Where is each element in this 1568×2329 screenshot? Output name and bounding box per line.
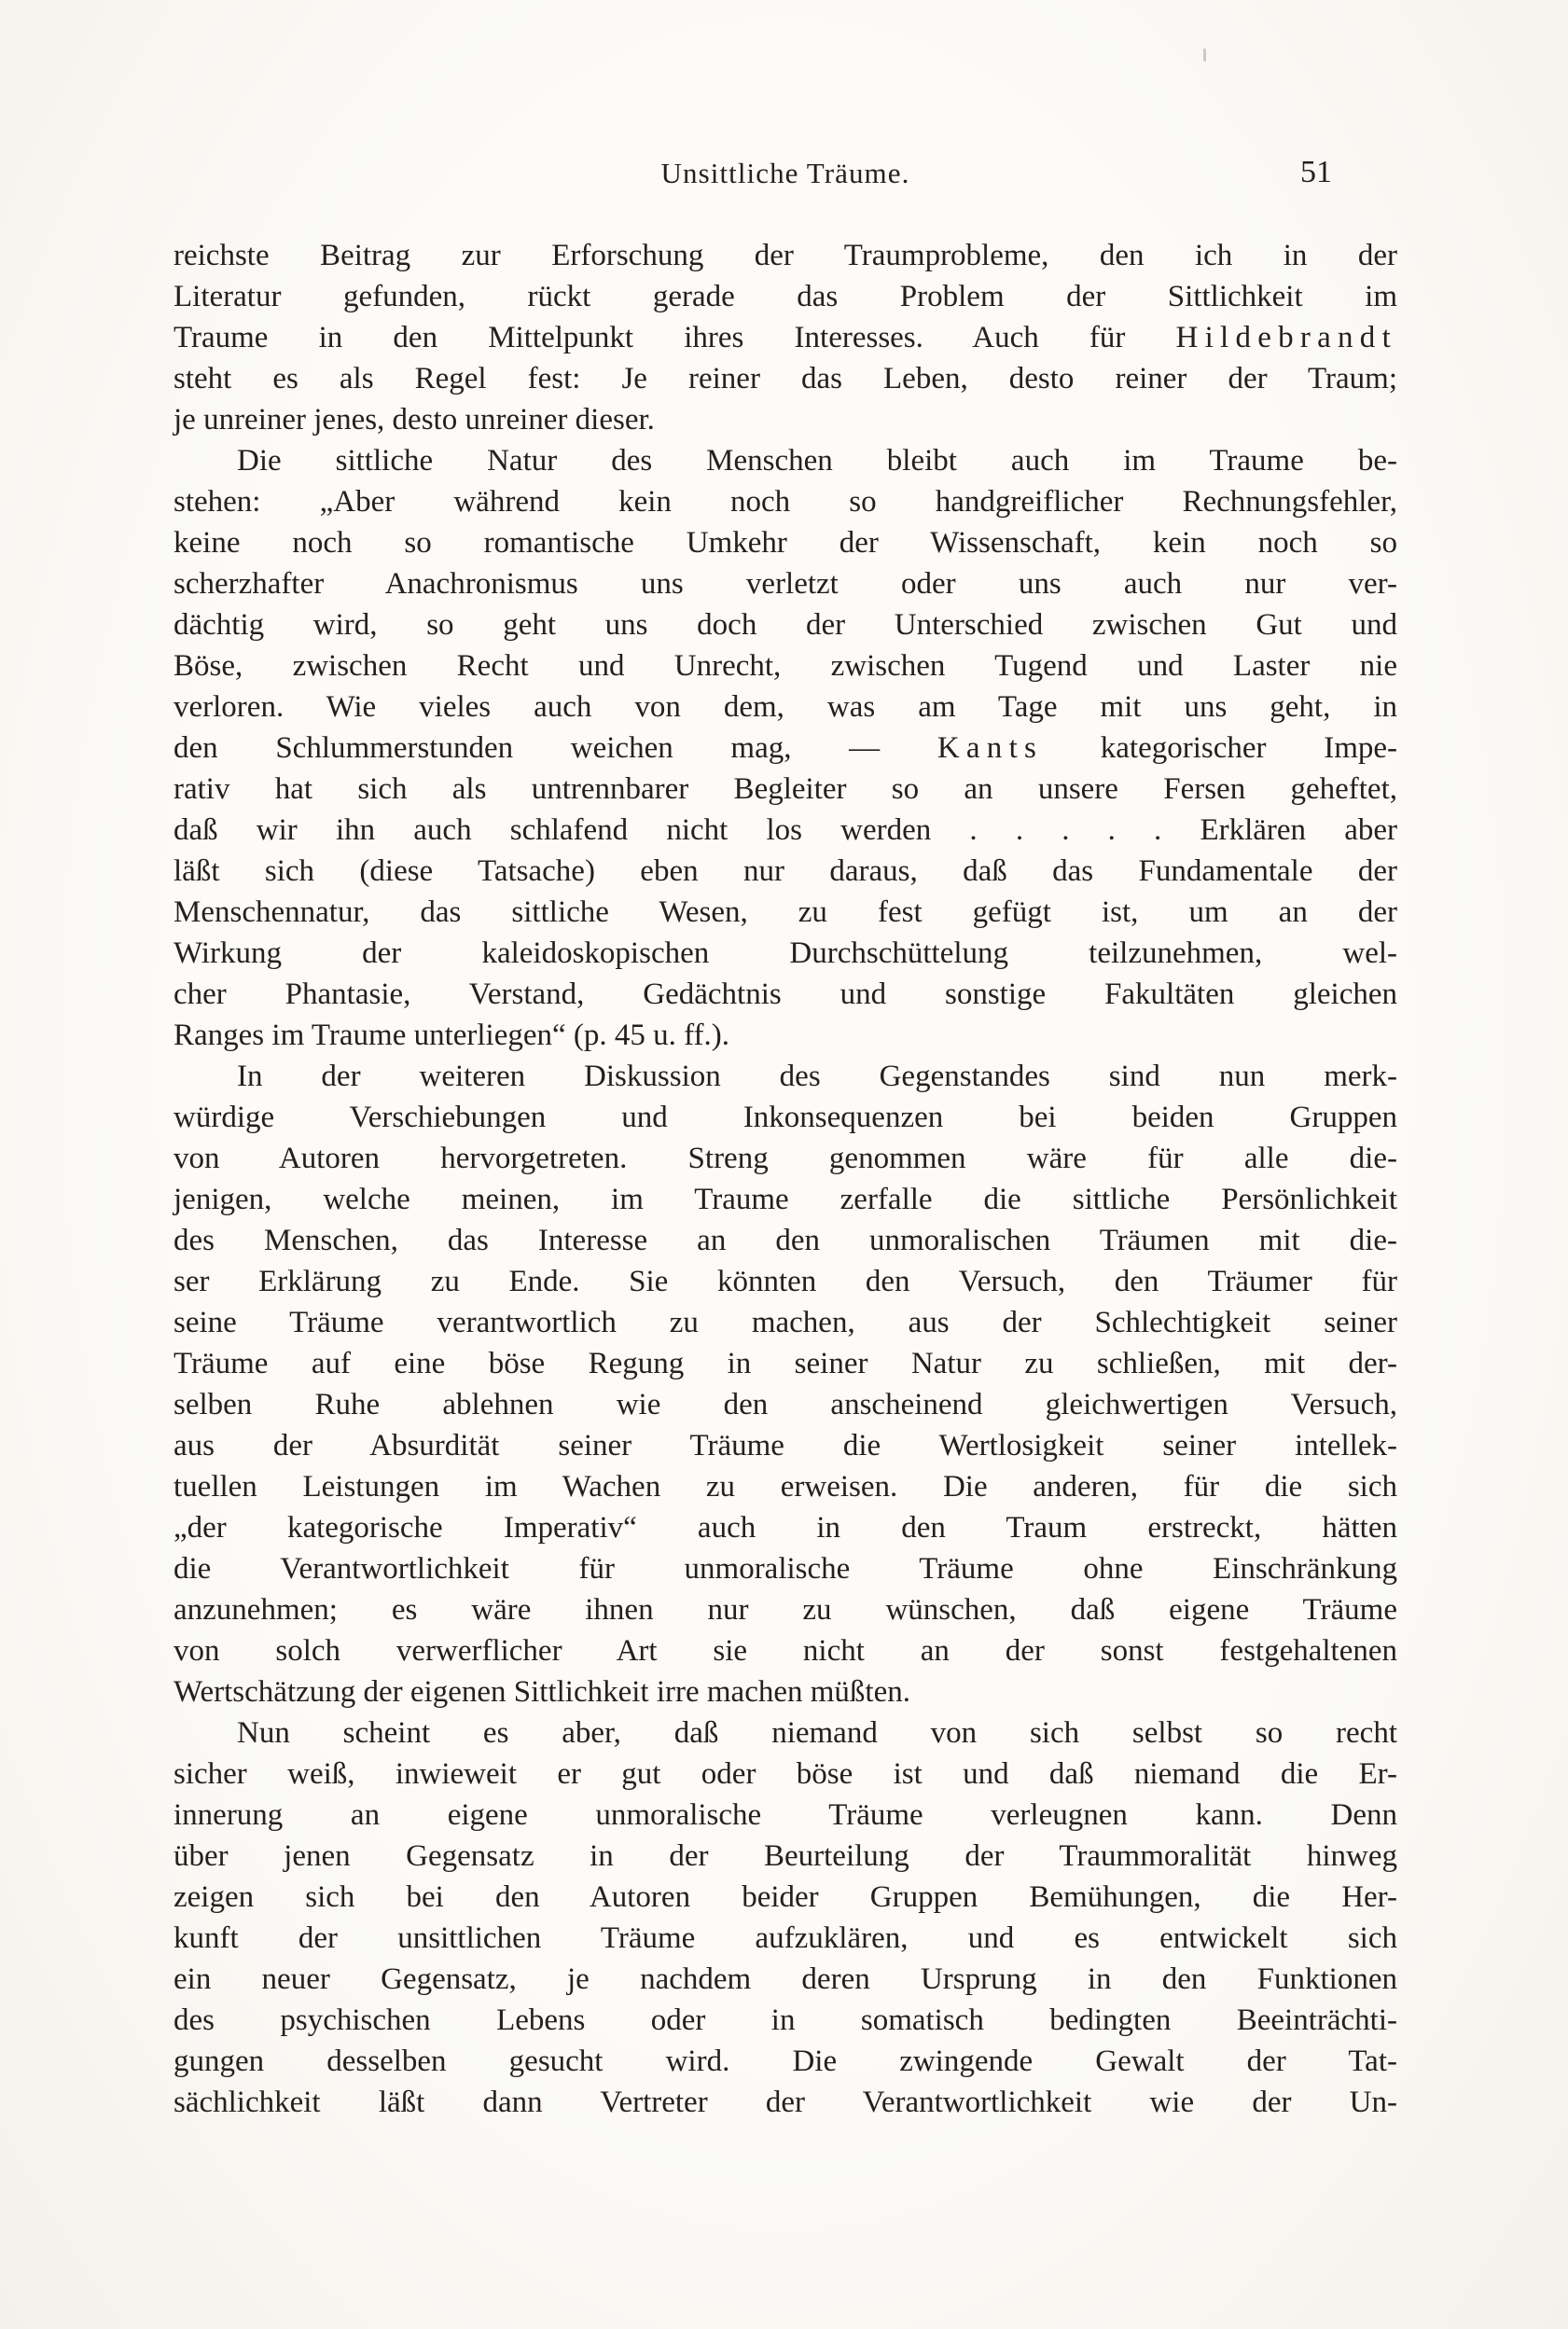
text-line: Traume in den Mittelpunkt ihres Interesses. Auch für Hildebrandt [173,321,1397,354]
text-line: reichste Beitrag zur Erforschung der Traumprobleme, den ich in der [173,239,1397,272]
text-line: daß wir ihn auch schlafend nicht los werden . . . . . Erklären aber [173,813,1397,847]
text-line: rativ hat sich als untrennbarer Begleiter so an unsere Fersen geheftet, [173,772,1397,806]
paragraph [173,235,1397,440]
text-line: jenigen, welche meinen, im Traume zerfalle die sittliche Persönlichkeit [173,1183,1397,1216]
scan-artifact [1203,49,1206,62]
paragraph [173,1712,1397,2123]
text-line: gungen desselben gesucht wird. Die zwingende Gewalt der Tat- [173,2045,1397,2078]
text-line: keine noch so romantische Umkehr der Wissenschaft, kein noch so [173,526,1397,560]
page-header-title: Unsittliche Träume. [660,157,910,189]
text-line: Literatur gefunden, rückt gerade das Problem der Sittlichkeit im [173,280,1397,313]
text-line: sächlichkeit läßt dann Vertreter der Verantwortlichkeit wie der Un- [173,2086,1397,2119]
text-line: seine Träume verantwortlich zu machen, aus der Schlechtigkeit seiner [173,1306,1397,1339]
text-line: von solch verwerflicher Art sie nicht an der sonst festgehaltenen [173,1634,1397,1668]
text-line: von Autoren hervorgetreten. Streng genommen wäre für alle die- [173,1142,1397,1175]
text-line: würdige Verschiebungen und Inkonsequenzen bei beiden Gruppen [173,1101,1397,1134]
text-line: steht es als Regel fest: Je reiner das Leben, desto reiner der Traum; [173,362,1397,395]
text-line: cher Phantasie, Verstand, Gedächtnis und sonstige Fakultäten gleichen [173,977,1397,1011]
text-line: ein neuer Gegensatz, je nachdem deren Ursprung in den Funktionen [173,1962,1397,1996]
text-line: ser Erklärung zu Ende. Sie könnten den Versuch, den Träumer für [173,1265,1397,1298]
text-line: Wirkung der kaleidoskopischen Durchschüttelung teilzunehmen, wel- [173,936,1397,970]
emphasized-text: Hildebrandt [1175,321,1397,354]
text-line: verloren. Wie vieles auch von dem, was am Tage mit uns geht, in [173,690,1397,724]
text-line: die Verantwortlichkeit für unmoralische Träume ohne Einschränkung [173,1552,1397,1586]
text-line: aus der Absurdität seiner Träume die Wertlosigkeit seiner intellek- [173,1429,1397,1463]
text-line: stehen: „Aber während kein noch so handgreiflicher Rechnungsfehler, [173,485,1397,519]
text-line: Träume auf eine böse Regung in seiner Natur zu schließen, mit der- [173,1347,1397,1380]
emphasized-text: Kants [937,731,1044,765]
text-line: dächtig wird, so geht uns doch der Unterschied zwischen Gut und [173,608,1397,642]
text-line: In der weiteren Diskussion des Gegenstandes sind nun merk- [237,1060,1397,1093]
paragraph [173,440,1397,1056]
text-line: läßt sich (diese Tatsache) eben nur daraus, daß das Fundamentale der [173,854,1397,888]
text-line: scherzhafter Anachronismus uns verletzt oder uns auch nur ver- [173,567,1397,601]
text-line: „der kategorische Imperativ“ auch in den Traum erstreckt, hätten [173,1511,1397,1545]
text-line: des psychischen Lebens oder in somatisch bedingten Beeinträchti- [173,2003,1397,2037]
text-line: Ranges im Traume unterliegen“ (p. 45 u. ff.). [173,1019,730,1052]
text-line: des Menschen, das Interesse an den unmoralischen Träumen mit die- [173,1224,1397,1257]
text-line: über jenen Gegensatz in der Beurteilung der Traummoralität hinweg [173,1839,1397,1873]
text-line: tuellen Leistungen im Wachen zu erweisen. Die anderen, für die sich [173,1470,1397,1504]
text-line: innerung an eigene unmoralische Träume verleugnen kann. Denn [173,1798,1397,1832]
text-line: zeigen sich bei den Autoren beider Gruppen Bemühungen, die Her- [173,1880,1397,1914]
text-line: Böse, zwischen Recht und Unrecht, zwischen Tugend und Laster nie [173,649,1397,683]
text-line: selben Ruhe ablehnen wie den anscheinend gleichwertigen Versuch, [173,1388,1397,1421]
text-line: den Schlummerstunden weichen mag, — Kants kategorischer Impe- [173,731,1397,765]
text-block [173,235,1397,2123]
text-line: sicher weiß, inwieweit er gut oder böse ist und daß niemand die Er- [173,1757,1397,1791]
text-line: Nun scheint es aber, daß niemand von sich selbst so recht [237,1716,1397,1750]
text-line: kunft der unsittlichen Träume aufzuklären, und es entwickelt sich [173,1921,1397,1955]
text-line: je unreiner jenes, desto unreiner dieser. [173,403,655,437]
text-line: anzunehmen; es wäre ihnen nur zu wünschen, daß eigene Träume [173,1593,1397,1627]
running-head [173,157,1397,196]
page-number: 51 [1300,155,1332,189]
text-line: Wertschätzung der eigenen Sittlichkeit irre machen müßten. [173,1675,910,1709]
paragraph [173,1056,1397,1712]
text-line: Menschennatur, das sittliche Wesen, zu fest gefügt ist, um an der [173,895,1397,929]
text-line: Die sittliche Natur des Menschen bleibt auch im Traume be- [237,444,1397,478]
